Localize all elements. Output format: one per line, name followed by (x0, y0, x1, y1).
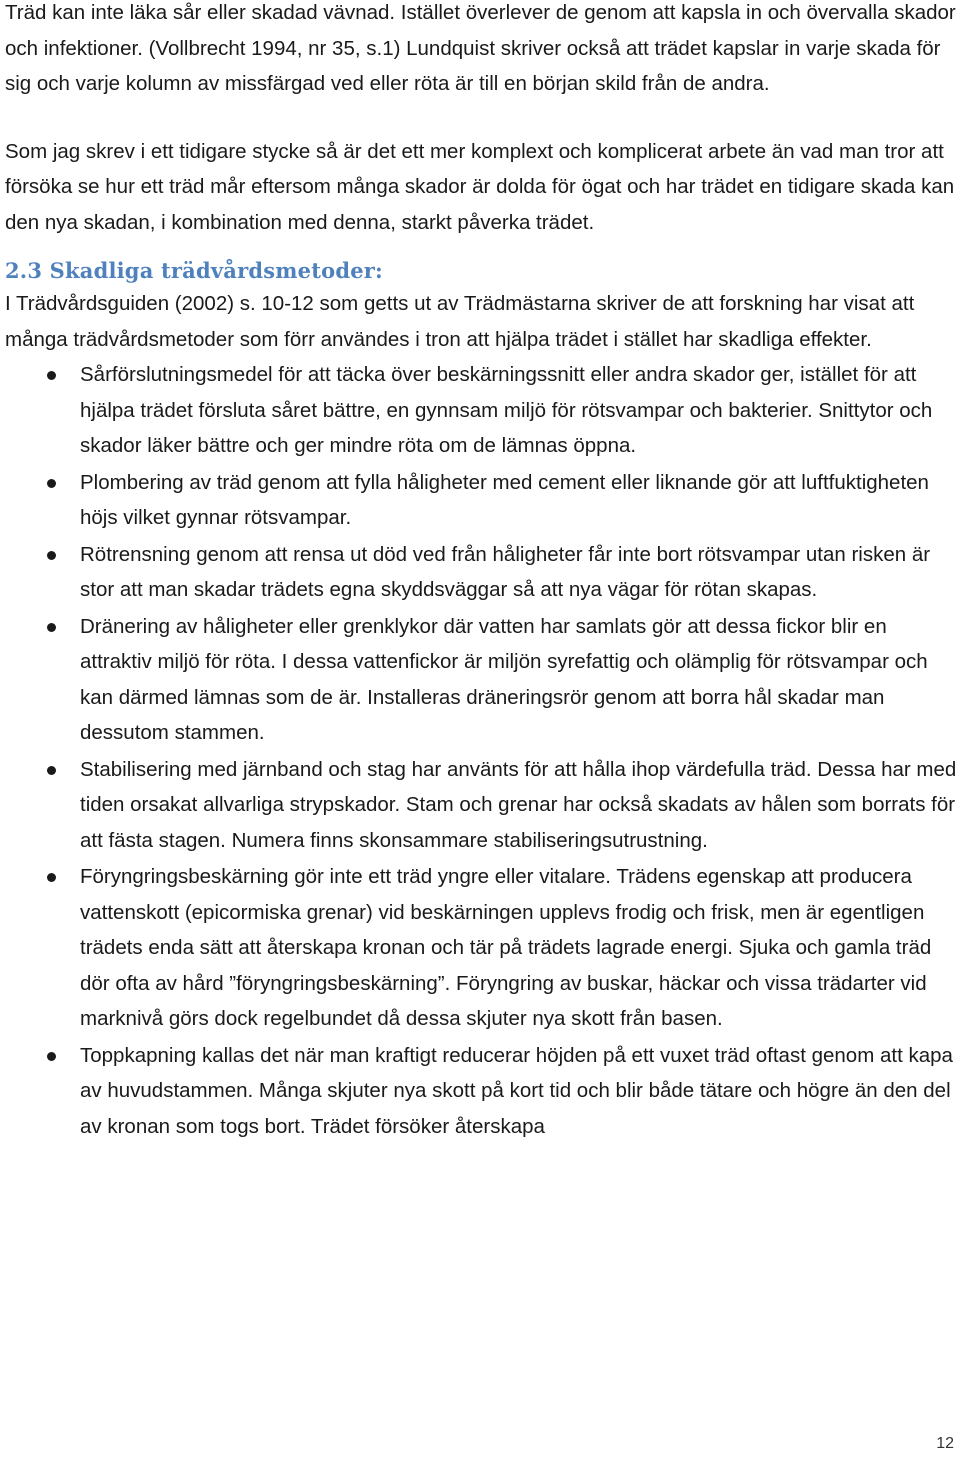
intro-paragraph: Träd kan inte läka sår eller skadad vävnad. Istället överlever de genom att kapsla in och övervalla skador och infektioner. (Vollbrecht 1994, nr 35, s.1) Lundquist skriver också att trädet kapslar in varje skada för sig och varje kolumn av missfärgad ved eller röta är till en början skild från de andra. (5, 1, 956, 95)
list-item-text: Föryngringsbeskärning gör inte ett träd yngre eller vitalare. Trädens egenskap att producera vattenskott (epicormiska grenar) vid beskärningen upplevs frodig och frisk, men är egentligen trädets enda sätt att återskapa kronan och tär på trädets lagrade energi. Sjuka och gamla träd dör ofta av hård ”föryngringsbeskärning”. Föryngring av buskar, häckar och vissa trädarter vid marknivå görs dock regelbundet då dessa skjuter nya skott från basen. (80, 865, 932, 1030)
list-item (5, 752, 960, 859)
list-item (5, 859, 960, 1037)
bullet-icon (47, 623, 56, 632)
list-item (5, 609, 960, 751)
list-item (5, 1038, 960, 1145)
list-item-text: Plombering av träd genom att fylla håligheter med cement eller liknande gör att luftfuktigheten höjs vilket gynnar rötsvampar. (80, 470, 929, 529)
list-item-text: Dränering av håligheter eller grenklykor där vatten har samlats gör att dessa fickor blir en attraktiv miljö för röta. I dessa vattenfickor är miljön syrefattig och olämplig för rötsvampar och kan därmed lämnas som de är. Installeras dräneringsrör genom att borra hål skadar man dessutom stammen. (80, 614, 928, 744)
list-item-text: Sårförslutningsmedel för att täcka över beskärningssnitt eller andra skador ger, istället för att hjälpa trädet försluta såret bättre, en gynnsam miljö för rötsvampar och bakterier. Snittytor och skador läker bättre och ger mindre röta om de lämnas öppna. (80, 363, 933, 457)
list-item-text: Rötrensning genom att rensa ut död ved från håligheter får inte bort rötsvampar utan risken är stor att man skadar trädets egna skyddsväggar så att nya vägar för rötan skapas. (80, 542, 931, 601)
document-page (5, 0, 960, 1144)
bullet-icon (47, 873, 56, 882)
bullet-icon (47, 551, 56, 560)
bullet-icon (47, 371, 56, 380)
bullet-list (5, 357, 960, 1144)
second-paragraph: Som jag skrev i ett tidigare stycke så är det ett mer komplext och komplicerat arbete än vad man tror att försöka se hur ett träd mår eftersom många skador är dolda för ögat och har trädet en tidigare skada kan den nya skadan, i kombination med denna, starkt påverka trädet. (5, 139, 955, 234)
list-item-text: Toppkapning kallas det när man kraftigt reducerar höjden på ett vuxet träd oftast genom att kapa av huvudstammen. Många skjuter nya skott på kort tid och blir både tätare och högre än den del av kronan som togs bort. Trädet försöker återskapa (80, 1043, 953, 1138)
third-paragraph: I Trädvårdsguiden (2002) s. 10-12 som getts ut av Trädmästarna skriver de att forskning har visat att många trädvårdsmetoder som förr användes i tron att hjälpa trädet i stället har skadliga effekter. (5, 292, 915, 351)
bullet-icon (47, 1052, 56, 1061)
list-item (5, 465, 960, 536)
page-number: 12 (936, 1435, 954, 1452)
bullet-icon (47, 479, 56, 488)
list-item (5, 537, 960, 608)
list-item-text: Stabilisering med järnband och stag har använts för att hålla ihop värdefulla träd. Dessa har med tiden orsakat allvarliga strypskador. Stam och grenar har också skadats av hålen som borrats för att fästa stagen. Numera finns skonsammare stabiliseringsutrustning. (80, 757, 957, 852)
section-heading: 2.3 Skadliga trädvårdsmetoder: (5, 258, 383, 283)
list-item (5, 357, 960, 464)
bullet-icon (47, 766, 56, 775)
